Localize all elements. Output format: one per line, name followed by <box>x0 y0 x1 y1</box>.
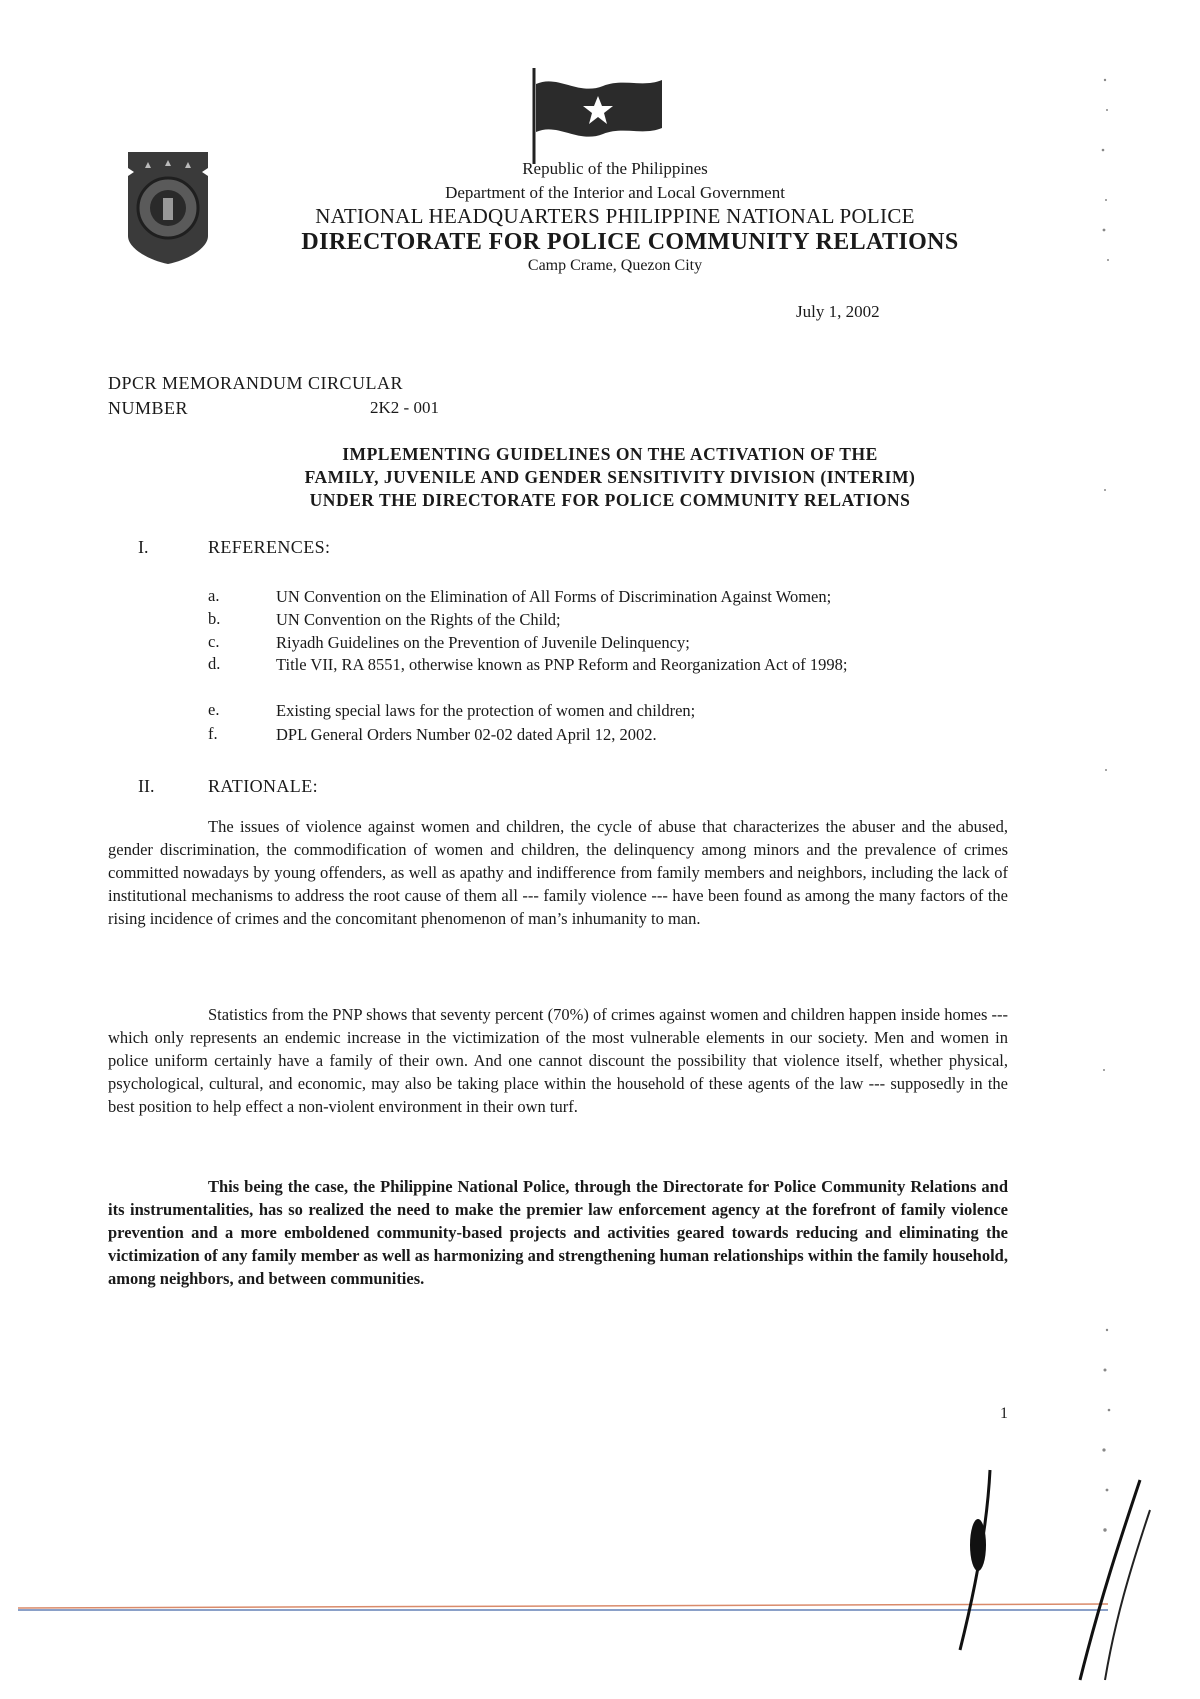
scan-edge-noise <box>1095 70 1115 1570</box>
header-republic: Republic of the Philippines <box>522 159 708 178</box>
rationale-paragraph: The issues of violence against women and children, the cycle of abuse that characterizes the abuser and the abused, gender discrimination, the commodification of women and children, the delinquency among minors and the prevalence of crimes committed nowadays by young offenders, as well as apathy and indifference from family members and neighbors, including the lack of institutional mechanisms to address the root cause of them all --- family violence --- have been found as among the many factors of the rising incidence of crimes and the concomitant phenomenon of man’s inhumanity to man. <box>108 817 1008 928</box>
rationale-paragraph: This being the case, the Philippine National Police, through the Directorate for Police Community Relations and its instrumentalities, has so realized the need to make the premier law enforcement agency at the forefront of family violence prevention and a more emboldened community-based projects and activities geared towards reducing and eliminating the victimization of any family member as well as harmonizing and strengthening human relationships within the family household, among neighbors, and between communities. <box>108 1177 1008 1288</box>
reference-letter: c. <box>208 632 220 651</box>
reference-text: UN Convention on the Rights of the Child; <box>276 610 561 629</box>
subject-line-1: IMPLEMENTING GUIDELINES ON THE ACTIVATION OF THE <box>342 444 878 464</box>
reference-text: Existing special laws for the protection of women and children; <box>276 701 696 720</box>
rationale-paragraph: Statistics from the PNP shows that seventy percent (70%) of crimes against women and children happen inside homes --- which only represents an endemic increase in the victimization of the most vulnerable elements in our society. Men and women in police uniform certainly have a family of their own. And one cannot discount the possibility that violence itself, whether physical, psychological, cultural, and economic, may also be taking place within the household of these agents of the law --- supposedly in the best position to help effect a non-violent environment in their own turf. <box>108 1005 1008 1116</box>
subject-line-2: FAMILY, JUVENILE AND GENDER SENSITIVITY DIVISION (INTERIM) <box>304 467 916 487</box>
reference-text: Riyadh Guidelines on the Prevention of Juvenile Delinquency; <box>276 633 690 652</box>
reference-letter: d. <box>208 654 221 673</box>
reference-text: UN Convention on the Elimination of All Forms of Discrimination Against Women; <box>276 587 832 606</box>
reference-text: DPL General Orders Number 02-02 dated April 12, 2002. <box>276 725 657 744</box>
flag-icon <box>528 66 668 166</box>
header-department: Department of the Interior and Local Government <box>445 183 785 202</box>
memo-number-label: NUMBER <box>108 398 189 418</box>
section-number-rationale: II. <box>138 776 155 796</box>
subject-line-3: UNDER THE DIRECTORATE FOR POLICE COMMUNITY RELATIONS <box>309 490 911 510</box>
section-number-references: I. <box>138 537 149 557</box>
document-date: July 1, 2002 <box>796 302 880 321</box>
reference-letter: e. <box>208 700 220 719</box>
header-location: Camp Crame, Quezon City <box>527 257 703 274</box>
page-number: 1 <box>1000 1405 1008 1422</box>
reference-letter: a. <box>208 586 220 605</box>
ink-scratch-marks <box>930 1450 1160 1690</box>
section-title-references: REFERENCES: <box>208 537 331 557</box>
memo-title: DPCR MEMORANDUM CIRCULAR <box>108 373 404 393</box>
reference-letter: b. <box>208 609 221 628</box>
memo-number: 2K2 - 001 <box>370 398 439 417</box>
header-directorate: DIRECTORATE FOR POLICE COMMUNITY RELATIONS <box>301 229 959 255</box>
section-title-rationale: RATIONALE: <box>208 776 318 796</box>
header-pnp-hq: NATIONAL HEADQUARTERS PHILIPPINE NATIONAL POLICE <box>315 204 915 228</box>
reference-text: Title VII, RA 8551, otherwise known as PNP Reform and Reorganization Act of 1998; <box>276 655 848 674</box>
reference-letter: f. <box>208 724 218 743</box>
